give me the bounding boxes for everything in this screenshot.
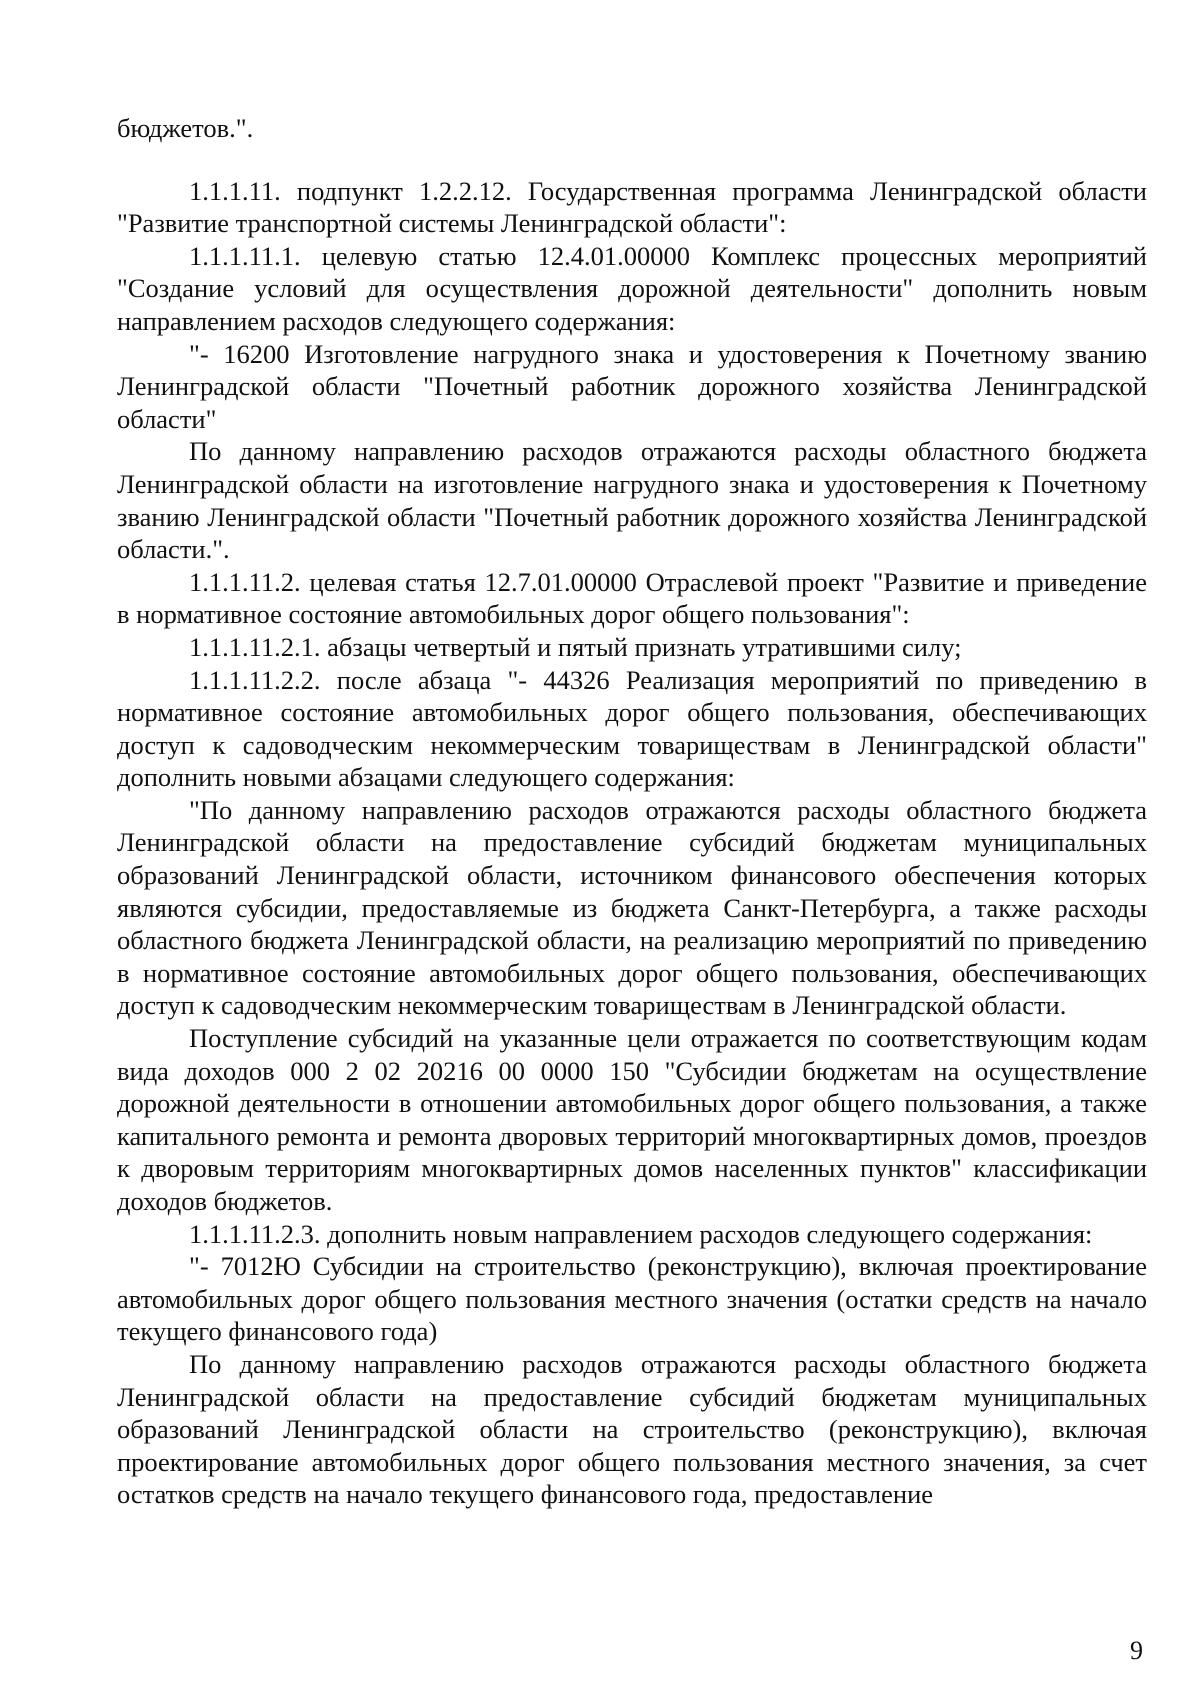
paragraph: "По данному направлению расходов отражаются расходы областного бюджета Ленинградской области на предоставление субсидий бюджетам муниципальных образований Ленинградской области, источником финансового обеспечения которых являются субсидии, предоставляемые из бюджета Санкт-Петербурга, а также расходы областного бюджета Ленинградской области, на реализацию мероприятий по приведению в нормативное состояние автомобильных дорог общего пользования, обеспечивающих доступ к садоводческим некоммерческим товариществам в Ленинградской области. xyxy=(117,794,1147,1021)
paragraph: 1.1.1.11.2.1. абзацы четвертый и пятый признать утратившими силу; xyxy=(189,631,962,662)
paragraph: 1.1.1.11.2.2. после абзаца "- 44326 Реализация мероприятий по приведению в нормативное состояние автомобильных дорог общего пользования, обеспечивающих доступ к садоводческим некоммерческим товариществам в Ленинградской области" дополнить новыми абзацами следующего содержания: xyxy=(117,664,1147,793)
paragraph: "- 7012Ю Субсидии на строительство (реконструкцию), включая проектирование автомобильных дорог общего пользования местного значения (остатки средств на начало текущего финансового года) xyxy=(117,1251,1147,1347)
document-body xyxy=(117,112,1147,1511)
paragraph: 1.1.1.11.2.3. дополнить новым направлением расходов следующего содержания: xyxy=(189,1218,1093,1249)
paragraph-gap xyxy=(117,145,1147,175)
paragraph: 1.1.1.11. подпункт 1.2.2.12. Государственная программа Ленинградской области "Развитие транспортной системы Ленинградской области": xyxy=(117,175,1147,239)
page-number: 9 xyxy=(1130,1636,1143,1665)
paragraph: 1.1.1.11.2. целевая статья 12.7.01.00000 Отраслевой проект "Развитие и приведение в нормативное состояние автомобильных дорог общего пользования": xyxy=(117,566,1147,630)
paragraph: По данному направлению расходов отражаются расходы областного бюджета Ленинградской области на изготовление нагрудного знака и удостоверения к Почетному званию Ленинградской области "Почетный работник дорожного хозяйства Ленинградской области.". xyxy=(117,436,1147,565)
paragraph: бюджетов.". xyxy=(117,113,254,143)
paragraph: 1.1.1.11.1. целевую статью 12.4.01.00000 Комплекс процессных мероприятий "Создание условий для осуществления дорожной деятельности" дополнить новым направлением расходов следующего содержания: xyxy=(117,240,1147,336)
paragraph: "- 16200 Изготовление нагрудного знака и удостоверения к Почетному званию Ленинградской области "Почетный работник дорожного хозяйства Ленинградской области" xyxy=(117,338,1147,434)
paragraph: По данному направлению расходов отражаются расходы областного бюджета Ленинградской области на предоставление субсидий бюджетам муниципальных образований Ленинградской области на строительство (реконструкцию), включая проектирование автомобильных дорог общего пользования местного значения, за счет остатков средств на начало текущего финансового года, предоставление xyxy=(117,1348,1147,1510)
paragraph: Поступление субсидий на указанные цели отражается по соответствующим кодам вида доходов 000 2 02 20216 00 0000 150 "Субсидии бюджетам на осуществление дорожной деятельности в отношении автомобильных дорог общего пользования, а также капитального ремонта и ремонта дворовых территорий многоквартирных домов, проездов к дворовым территориям многоквартирных домов населенных пунктов" классификации доходов бюджетов. xyxy=(117,1023,1147,1216)
